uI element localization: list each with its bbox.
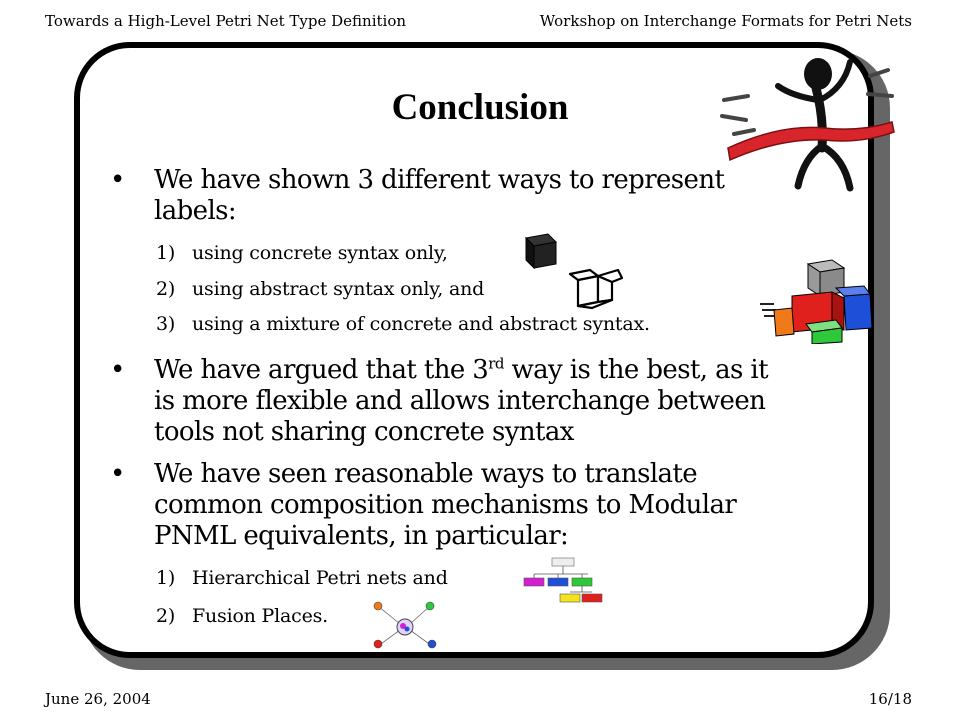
footer-date: June 26, 2004 — [45, 690, 151, 708]
open-empty-box-icon — [568, 266, 624, 310]
bullet-1-line-1: We have shown 3 different ways to represent — [154, 165, 725, 195]
bullet-3-line-1: We have seen reasonable ways to translate — [154, 459, 698, 489]
sub-item-2-number: 2) — [156, 278, 176, 300]
slide-title: Conclusion — [391, 87, 569, 128]
sub-item-3-text: using a mixture of concrete and abstract syntax. — [192, 313, 650, 335]
header-left-title: Towards a High-Level Petri Net Type Definition — [45, 12, 407, 30]
sub-item-1-text: using concrete syntax only, — [192, 242, 448, 264]
colorful-boxes-icon — [760, 258, 876, 344]
bullet-2-line-1: We have argued that the 3rd way is the best, as it — [154, 354, 768, 385]
bullet-dot-3: • — [110, 459, 126, 489]
black-box-icon — [522, 230, 560, 270]
sub-item-3-number: 3) — [156, 313, 176, 335]
bullet-3-line-2: common composition mechanisms to Modular — [154, 490, 737, 520]
bullet-1-line-2: labels: — [154, 196, 237, 226]
sub-item-4-number: 1) — [156, 567, 176, 589]
bullet-dot-2: • — [110, 355, 126, 385]
header-right-title: Workshop on Interchange Formats for Petri Nets — [539, 12, 912, 30]
bullet-dot-1: • — [110, 165, 126, 195]
bullet-2-line-2: is more flexible and allows interchange between — [154, 386, 766, 416]
footer-page-number: 16/18 — [868, 690, 912, 708]
bullet-3-line-3: PNML equivalents, in particular: — [154, 521, 569, 551]
sub-item-4-text: Hierarchical Petri nets and — [192, 567, 448, 589]
sub-item-2-text: using abstract syntax only, and — [192, 278, 485, 300]
sub-item-1-number: 1) — [156, 242, 176, 264]
sub-item-5-text: Fusion Places. — [192, 605, 329, 627]
sub-item-5-number: 2) — [156, 605, 176, 627]
runner-finish-line-icon — [720, 48, 900, 198]
fusion-places-icon — [370, 598, 442, 656]
bullet-2-line-3: tools not sharing concrete syntax — [154, 417, 574, 447]
hierarchy-diagram-icon — [522, 556, 604, 608]
